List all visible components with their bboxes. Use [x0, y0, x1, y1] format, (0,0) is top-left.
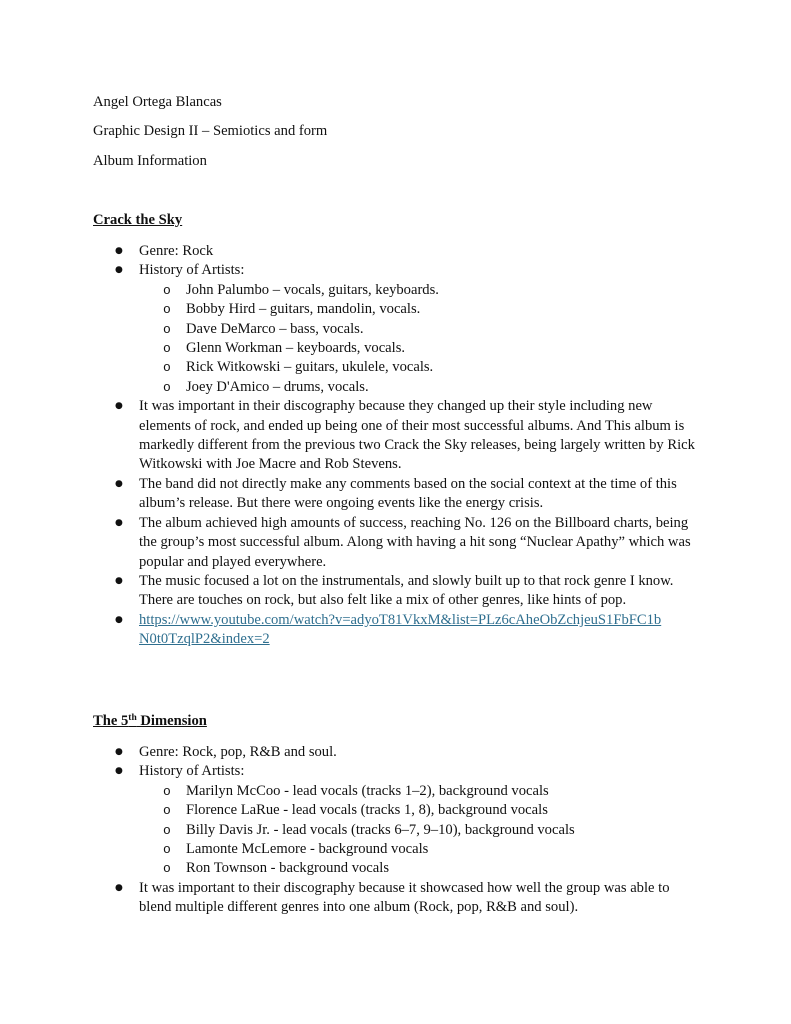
artist-item: o Joey D'Amico – drums, vocals. [139, 378, 704, 397]
album-2-title: The 5th Dimension [93, 713, 207, 729]
artist-item: o Bobby Hird – guitars, mandolin, vocals. [139, 300, 704, 319]
album-2-details [139, 743, 704, 918]
album-2-point-importance: ● It was important to their discography because it showcased how well the group was able to blend multiple different genres into one album (Rock, pop, R&B and soul). [139, 879, 704, 918]
album-2-history-label: History of Artists: [139, 763, 245, 780]
album-1-details [139, 242, 704, 650]
artist-item: o John Palumbo – vocals, guitars, keyboards. [139, 281, 704, 300]
album-1-point-music: ● The music focused a lot on the instrumentals, and slowly built up to that rock genre I know. There are touches on rock, but also felt like a mix of other genres, like hints of pop. [139, 572, 704, 611]
artist-item: o Rick Witkowski – guitars, ukulele, vocals. [139, 358, 704, 377]
album-2-genre: ● Genre: Rock, pop, R&B and soul. [139, 743, 704, 762]
album-2-artist-list [139, 782, 704, 879]
youtube-link[interactable]: https://www.youtube.com/watch?v=adyoT81VkxM&list=PLz6cAheObZchjeuS1FbFC1b N0t0TzqlP2&index=2 [139, 611, 662, 648]
artist-item: o Florence LaRue - lead vocals (tracks 1, 8), background vocals [139, 801, 704, 820]
album-1-history [139, 261, 704, 397]
album-1-point-importance: ● It was important in their discography because they changed up their style including new elements of rock, and ended up being one of their most successful albums. And This album is markedly different from the previous two Crack the Sky releases, being largely written by Rick Witkowski with Joe Macre and Rob Stevens. [139, 397, 704, 475]
album-1-genre: ● Genre: Rock [139, 242, 704, 261]
album-1-link-item [139, 611, 704, 650]
album-1-history-label: History of Artists: [139, 262, 245, 279]
artist-item: o Dave DeMarco – bass, vocals. [139, 320, 704, 339]
artist-item: o Billy Davis Jr. - lead vocals (tracks 6–7, 9–10), background vocals [139, 821, 704, 840]
artist-item: o Glenn Workman – keyboards, vocals. [139, 339, 704, 358]
artist-item: o Lamonte McLemore - background vocals [139, 840, 704, 859]
document-title: Album Information [93, 153, 207, 169]
album-2-history [139, 762, 704, 878]
album-1-title: Crack the Sky [93, 212, 183, 228]
course-title: Graphic Design II – Semiotics and form [93, 123, 328, 139]
artist-item: o Ron Townson - background vocals [139, 859, 704, 878]
album-1-point-success: ● The album achieved high amounts of success, reaching No. 126 on the Billboard charts, being the group’s most successful album. Along with having a hit song “Nuclear Apathy” which was popular and played everywhere. [139, 514, 704, 572]
album-1-point-context: ● The band did not directly make any comments based on the social context at the time of this album’s release. But there were ongoing events like the energy crisis. [139, 475, 704, 514]
author-name: Angel Ortega Blancas [93, 94, 222, 110]
album-1-artist-list [139, 281, 704, 397]
artist-item: o Marilyn McCoo - lead vocals (tracks 1–2), background vocals [139, 782, 704, 801]
